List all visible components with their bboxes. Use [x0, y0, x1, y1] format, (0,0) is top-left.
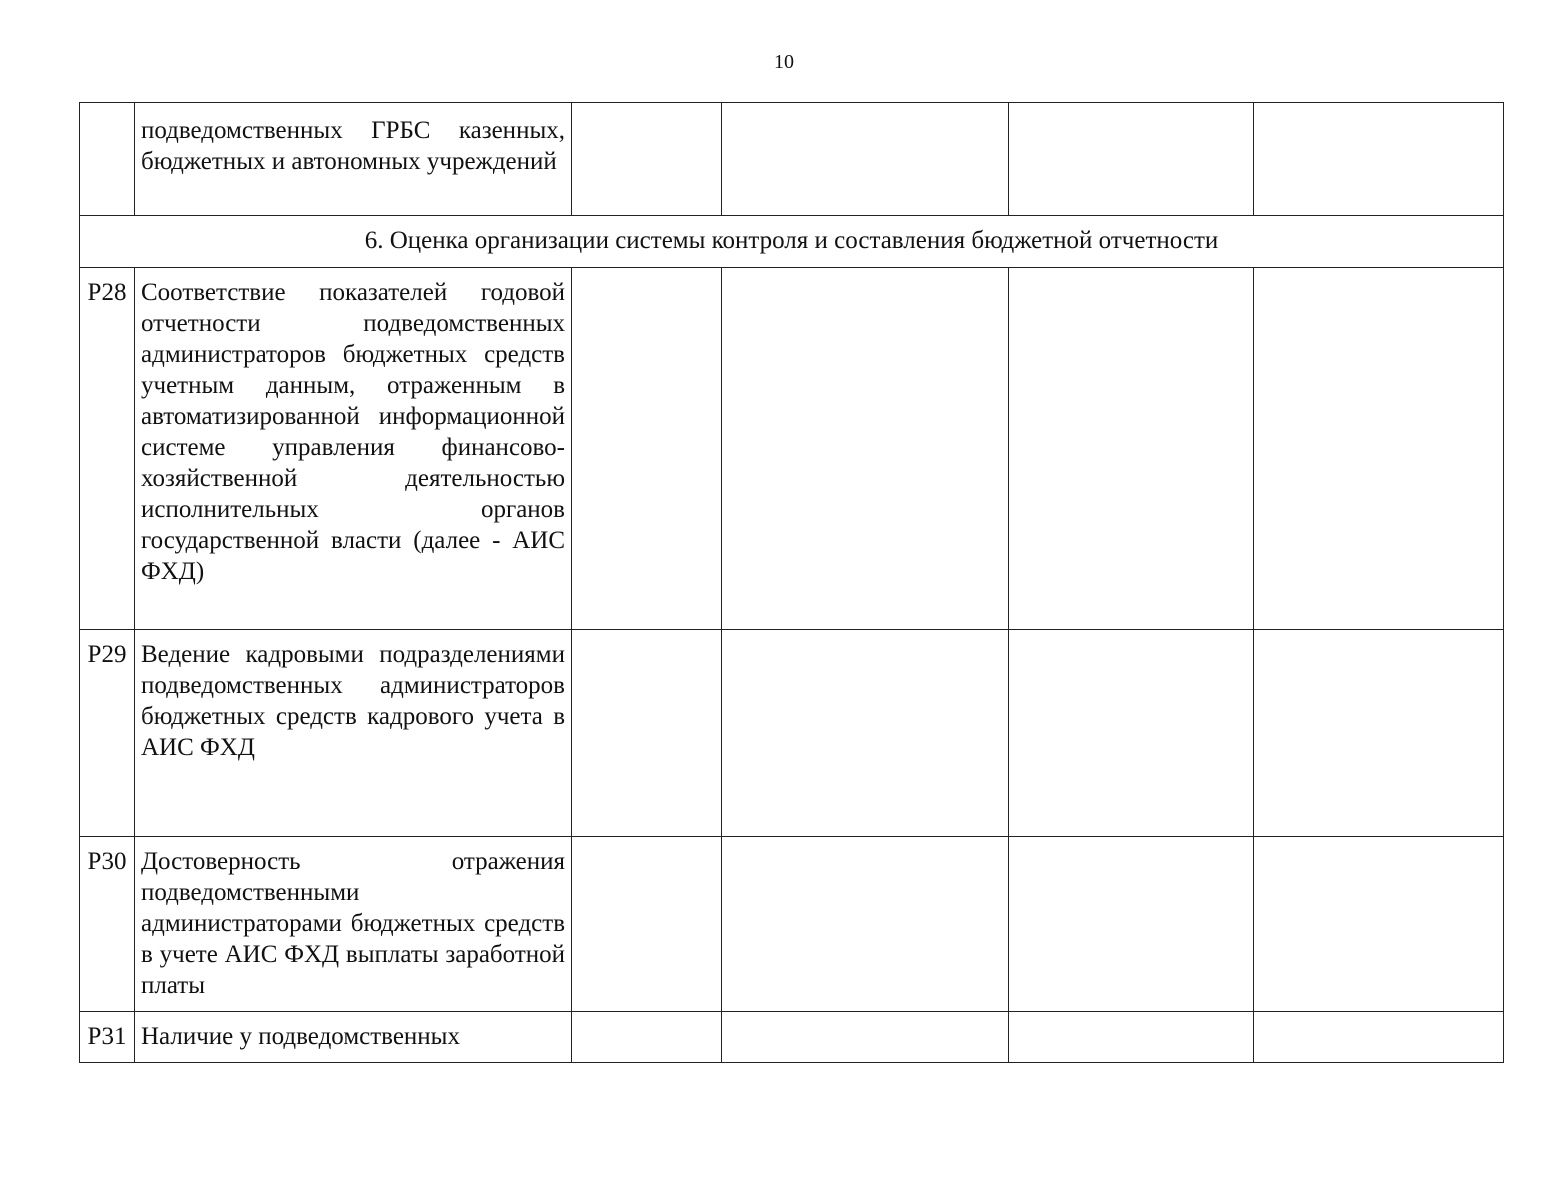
empty-cell	[722, 837, 1009, 1012]
empty-cell	[1009, 268, 1254, 630]
empty-cell	[572, 268, 722, 630]
page-number: 10	[774, 51, 794, 73]
empty-cell	[722, 1012, 1009, 1063]
empty-cell	[1009, 630, 1254, 837]
table-row-continuation	[80, 103, 1504, 216]
empty-cell	[1009, 103, 1254, 216]
empty-cell	[1009, 1012, 1254, 1063]
empty-cell	[572, 1012, 722, 1063]
empty-cell	[722, 268, 1009, 630]
table-row	[80, 1012, 1504, 1063]
table-row	[80, 630, 1504, 837]
empty-cell	[572, 837, 722, 1012]
row-description: Соответствие показателей годовой отчетности подведомственных администраторов бюджетных средств учетным данным, отраженным в автоматизированной информационной системе управления финансово-хозяйственной деятельностью исполнительных органов государственной власти (далее - АИС ФХД)	[135, 268, 572, 630]
table-row	[80, 268, 1504, 630]
section-heading-row	[80, 216, 1504, 268]
empty-cell	[572, 630, 722, 837]
empty-cell	[1254, 1012, 1504, 1063]
row-code: Р30	[80, 837, 135, 1012]
empty-cell	[722, 103, 1009, 216]
section-heading: 6. Оценка организации системы контроля и составления бюджетной отчетности	[80, 216, 1504, 268]
row-code: Р28	[80, 268, 135, 630]
table-row	[80, 837, 1504, 1012]
evaluation-table	[79, 102, 1504, 1063]
row-code: Р29	[80, 630, 135, 837]
row-description: Наличие у подведомственных	[135, 1012, 572, 1063]
row-code: Р31	[80, 1012, 135, 1063]
row-description: подведомственных ГРБС казенных, бюджетных и автономных учреждений	[135, 103, 572, 216]
empty-cell	[572, 103, 722, 216]
row-description: Достоверность отражения подведомственными администраторами бюджетных средств в учете АИС ФХД выплаты заработной платы	[135, 837, 572, 1012]
row-code	[80, 103, 135, 216]
empty-cell	[1009, 837, 1254, 1012]
row-description: Ведение кадровыми подразделениями подведомственных администраторов бюджетных средств кадрового учета в АИС ФХД	[135, 630, 572, 837]
empty-cell	[1254, 837, 1504, 1012]
empty-cell	[1254, 103, 1504, 216]
empty-cell	[1254, 630, 1504, 837]
empty-cell	[1254, 268, 1504, 630]
empty-cell	[722, 630, 1009, 837]
